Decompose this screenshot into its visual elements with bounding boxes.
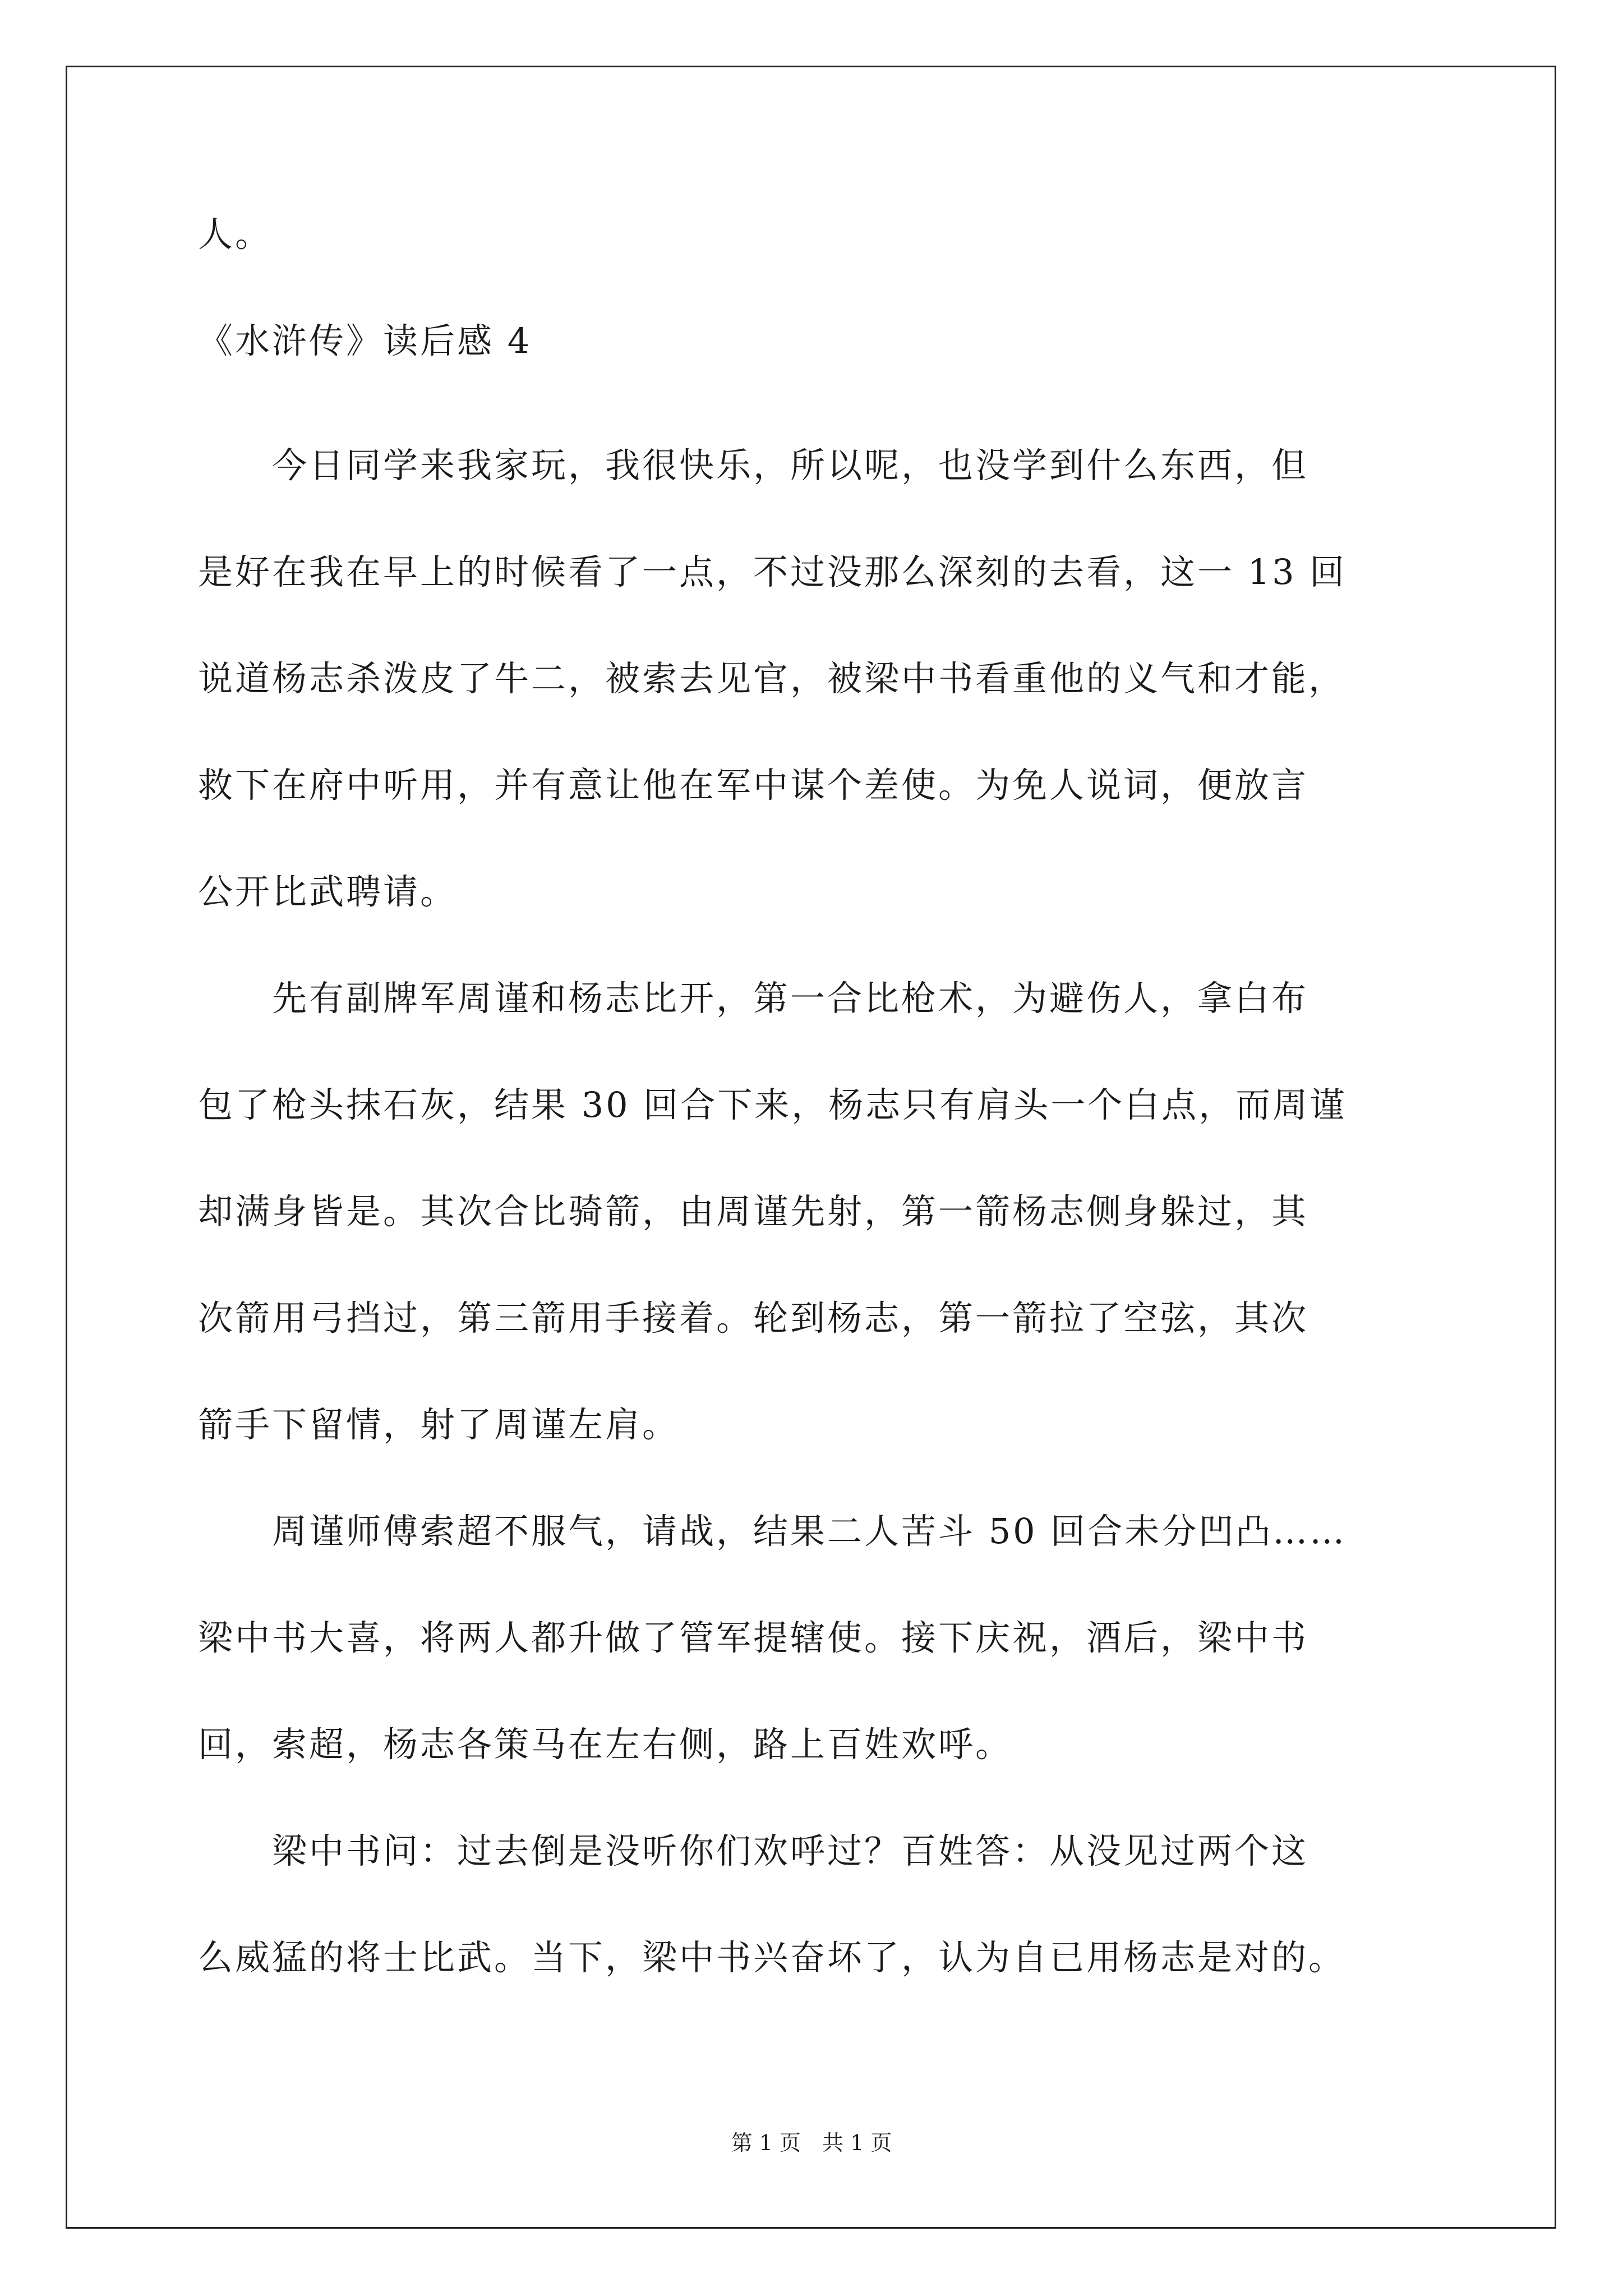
section-heading: 《水浒传》读后感 4 (198, 320, 532, 361)
text-line: 却满身皆是。其次合比骑箭，由周谨先射，第一箭杨志侧身躲过，其 (198, 1191, 1309, 1232)
text-line: 梁中书大喜，将两人都升做了管军提辖使。接下庆祝，酒后，梁中书 (198, 1617, 1309, 1658)
text-line: 说道杨志杀泼皮了牛二，被索去见官，被梁中书看重他的义气和才能， (198, 658, 1346, 699)
text-line: 今日同学来我家玩，我很快乐，所以呢，也没学到什么东西，但 (198, 445, 1309, 486)
text-line: 箭手下留情，射了周谨左肩。 (198, 1404, 680, 1445)
text-line: 么威猛的将士比武。当下，梁中书兴奋坏了，认为自已用杨志是对的。 (198, 1937, 1346, 1978)
text-line: 是好在我在早上的时候看了一点，不过没那么深刻的去看，这一 13 回 (198, 551, 1347, 592)
text-line: 救下在府中听用，并有意让他在军中谋个差使。为免人说词，便放言 (198, 765, 1309, 806)
page-footer: 第 1 页 共 1 页 (731, 2131, 892, 2155)
text-line: 人。 (198, 214, 273, 255)
text-line: 次箭用弓挡过，第三箭用手接着。轮到杨志，第一箭拉了空弦，其次 (198, 1297, 1309, 1338)
text-line: 周谨师傅索超不服气，请战，结果二人苦斗 50 回合未分凹凸…… (198, 1511, 1347, 1552)
text-line: 先有副牌军周谨和杨志比开，第一合比枪术，为避伤人，拿白布 (198, 978, 1309, 1019)
page-border (66, 66, 1556, 2229)
text-line: 梁中书问：过去倒是没听你们欢呼过？百姓答：从没见过两个这 (198, 1830, 1309, 1871)
text-line: 公开比武聘请。 (198, 871, 458, 912)
text-line: 包了枪头抹石灰，结果 30 回合下来，杨志只有肩头一个白点，而周谨 (198, 1084, 1347, 1125)
text-line: 回，索超，杨志各策马在左右侧，路上百姓欢呼。 (198, 1724, 1013, 1765)
